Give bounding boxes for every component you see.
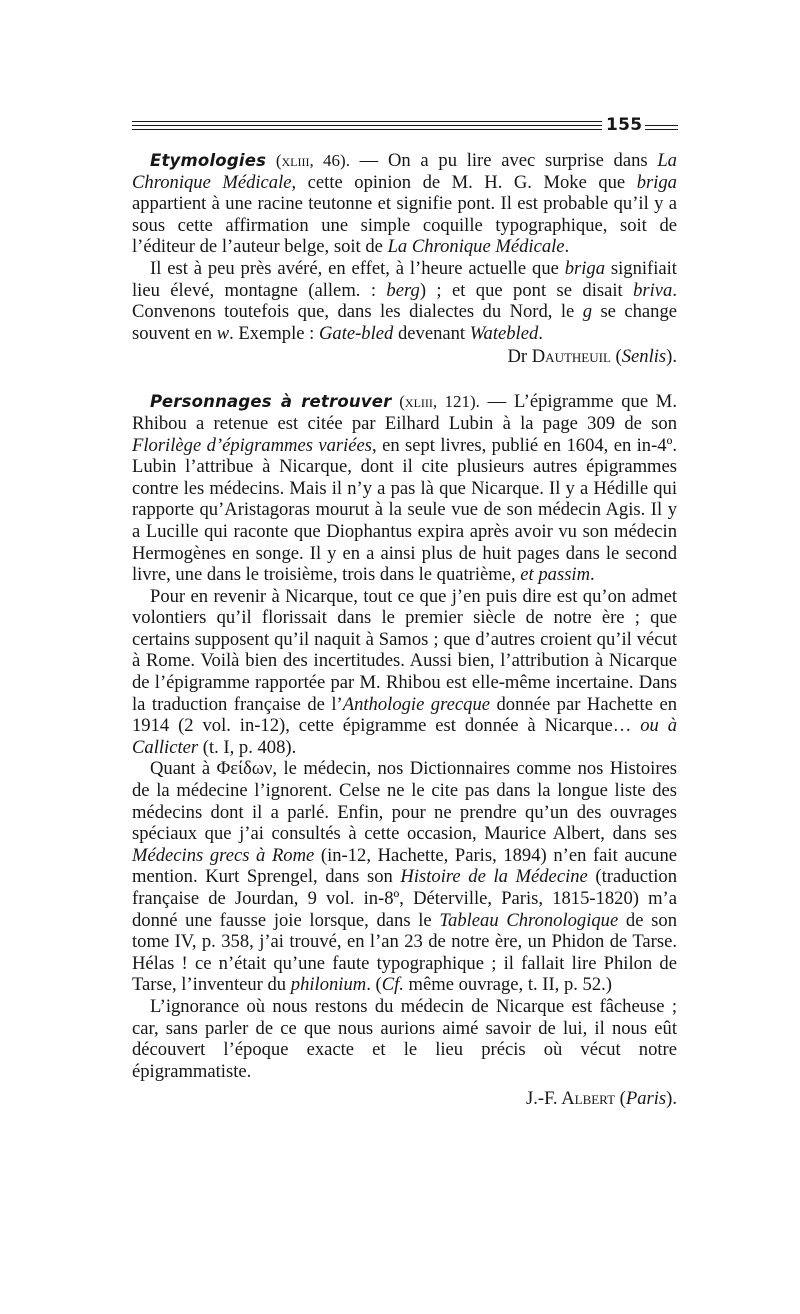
entry-personnages-paragraph-2: Pour en revenir à Nicarque, tout ce que j’en puis dire est qu’on admet volontiers qu’il florissait dans le premier siècle de notre ère ; que certains supposent qu’il naquit à Samos ; que d’autres croient qu’il vécut à Rome. Voilà bien des incertitudes. Aussi bien, l’attribution à Nicarque de l’épigramme rapportée par M. Rhibou est elle-même incertaine. Dans la traduction française de l’Anthologie grecque donnée par Hachette en 1914 (2 vol. in-12), cette épigramme est donnée à Nicarque… ou à Callicter (t. I, p. 408).	[132, 585, 677, 758]
entry-heading: Etymologies	[150, 151, 267, 170]
entry-etymologies-paragraph-2: Il est à peu près avéré, en effet, à l’heure actuelle que briga signifiait lieu élevé, montagne (allem. : berg) ; et que pont se disait briva. Convenons toutefois que, dans les dialectes du Nord, le g se change souvent en w. Exemple : Gate-bled devenant Watebled.	[132, 257, 678, 344]
entry-reference: (xliii, 46).	[275, 151, 350, 170]
signature-albert: J.-F. Albert (Paris).	[526, 1088, 677, 1110]
entry-etymologies-paragraph-1: Etymologies (xliii, 46). — On a pu lire avec surprise dans La Chronique Médicale, cette opinion de M. H. G. Moke que briga appartient à une racine teutonne et signifie pont. Il est probable qu’il y a sous cette affirmation une simple coquille typographique, soit de l’éditeur de l’auteur belge, soit de La Chronique Médicale.	[132, 150, 677, 258]
entry-reference: (xliii, 121).	[399, 392, 480, 412]
page-number: 155	[606, 115, 643, 135]
entry-personnages-paragraph-1: Personnages à retrouver (xliii, 121). — L’épigramme que M. Rhibou a retenue est citée par Eilhard Lubin à la page 309 de son Florilège d’épigrammes variées, en sept livres, publié en 1604, en in-4º. Lubin l’attribue à Nicarque, dont il cite plusieurs autres épigrammes contre les médecins. Mais il n’y a pas là que Nicarque. Il y a Hédille qui rapporte qu’Aristagoras mourut à la seule vue de son médecin Agis. Il y a Lucille qui raconte que Diophantus expira après avoir vu son médecin Hermogènes en songe. Il y en a ainsi plus de huit pages dans le second livre, une dans le troisième, trois dans le quatrième, et passim.	[132, 391, 677, 586]
header-rule-right	[645, 125, 678, 133]
page-body	[132, 150, 677, 1110]
entry-personnages-paragraph-4: L’ignorance où nous restons du médecin de Nicarque est fâcheuse ; car, sans parler de ce que nous aurions aimé savoir de lui, il nous eût découvert l’époque exacte et le lieu précis où vécut notre épigrammatiste.	[132, 995, 677, 1082]
entry-heading: Personnages à retrouver	[150, 392, 392, 412]
header-rule-left	[132, 121, 602, 135]
signature-dautheuil: Dr Dautheuil (Senlis).	[507, 346, 677, 368]
running-header	[132, 117, 676, 141]
entry-personnages-paragraph-3: Quant à Φείδων, le médecin, nos Dictionnaires comme nos Histoires de la médecine l’ignorent. Celse ne le cite pas dans la longue liste des médecins dont il a parlé. Enfin, pour ne prendre qu’un des ouvrages spéciaux que j’ai consultés à cette occasion, Maurice Albert, dans ses Médecins grecs à Rome (in-12, Hachette, Paris, 1894) n’en fait aucune mention. Kurt Sprengel, dans son Histoire de la Médecine (traduction française de Jourdan, 9 vol. in-8º, Déterville, Paris, 1815-1820) m’a donné une fausse joie lorsque, dans le Tableau Chronologique de son tome IV, p. 358, j’ai trouvé, en l’an 23 de notre ère, un Phidon de Tarse. Hélas ! ce n’était qu’une faute typographique ; il fallait lire Philon de Tarse, l’inventeur du philonium. (Cf. même ouvrage, t. II, p. 52.)	[132, 758, 678, 996]
